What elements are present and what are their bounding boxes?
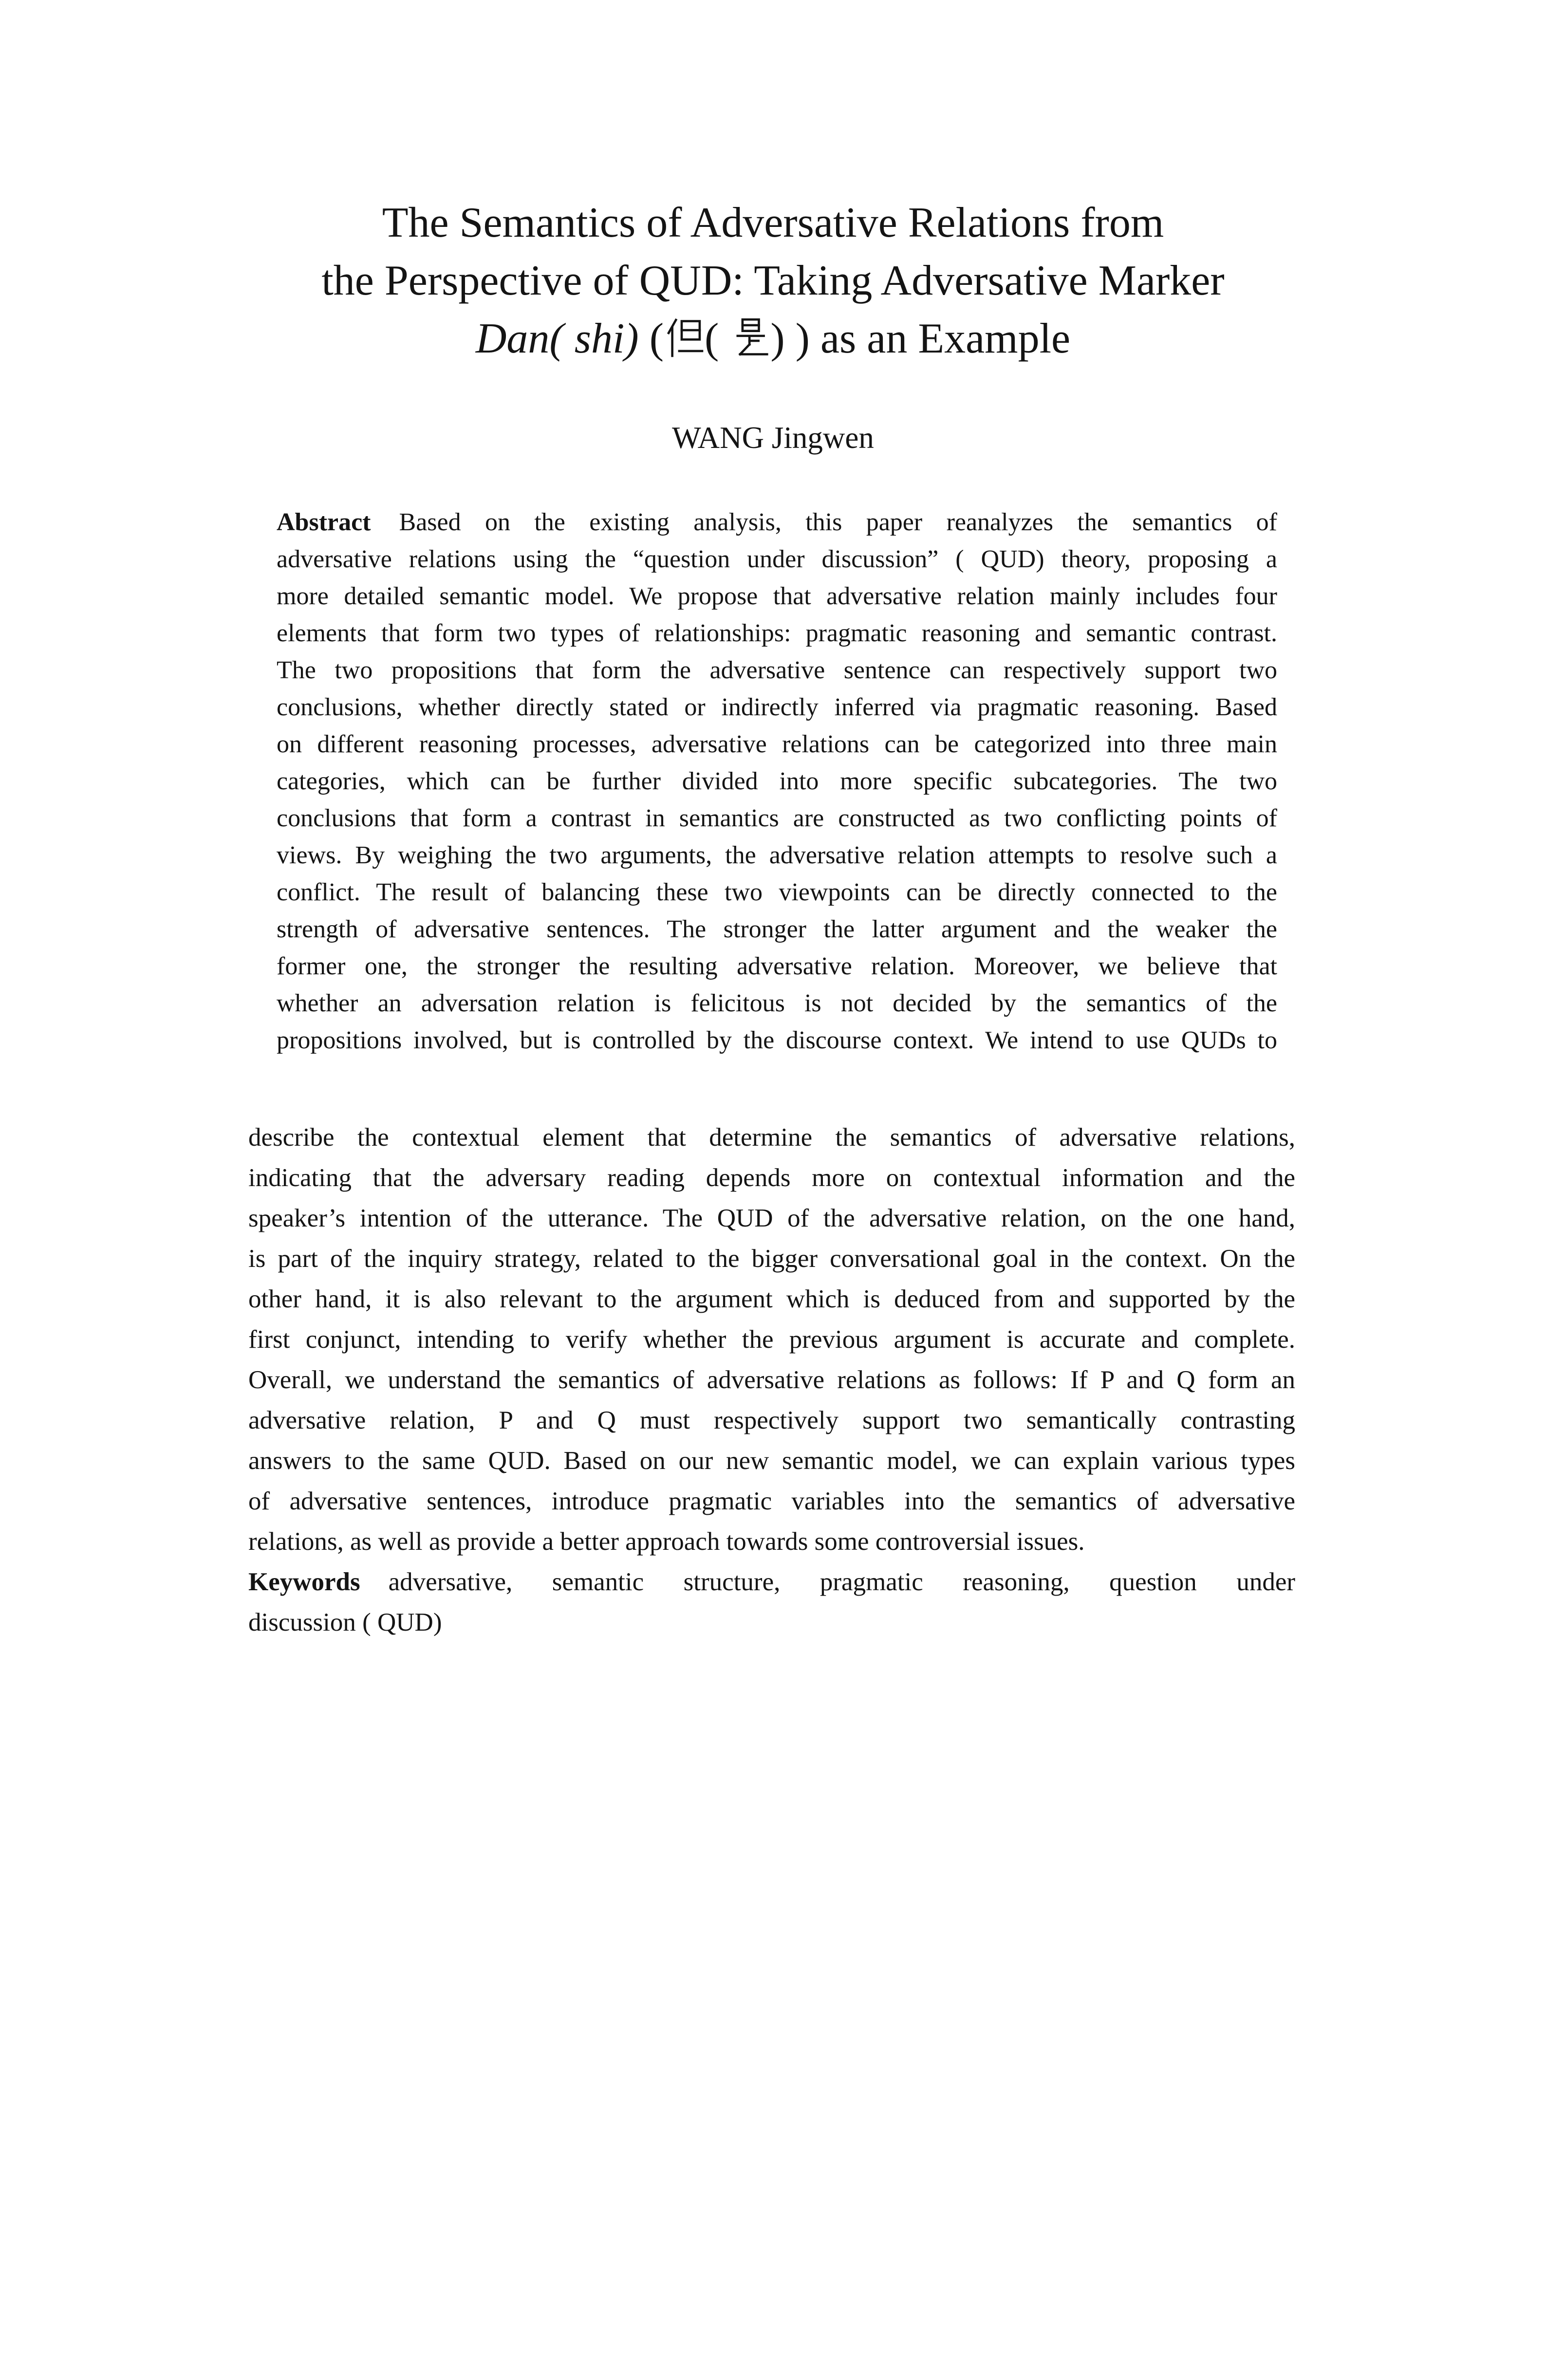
text-line: of adversative sentences, introduce pragmatic variables into the semantics of adversative [248,1487,1295,1515]
title-line-2: the Perspective of QUD: Taking Adversative Marker [321,257,1225,304]
keywords-label: Keywords [248,1568,360,1596]
text-line: views. By weighing the two arguments, the adversative relation attempts to resolve such a [277,841,1277,869]
abstract-lines [277,541,1277,1059]
title-line3-mid-paren: ( [705,315,730,362]
text-line: conflict. The result of balancing these two viewpoints can be directly connected to the [277,878,1277,906]
text-line: whether an adversation relation is felicitous is not decided by the semantics of the [277,989,1277,1017]
paper-sheet [0,194,1546,2380]
page [0,194,1546,2380]
paper-title [0,194,1546,373]
text-line: adversative relations using the “question under discussion” ( QUD) theory, proposing a [277,545,1277,573]
abstract-first-line [277,504,1277,541]
text-line: on different reasoning processes, adversative relations can be categorized into three main [277,730,1277,758]
text-line: conclusions, whether directly stated or indirectly inferred via pragmatic reasoning. Based [277,693,1277,721]
text-line: describe the contextual element that determine the semantics of adversative relations, [248,1123,1295,1152]
abstract-label: Abstract [277,508,371,536]
text-line: categories, which can be further divided into more specific subcategories. The two [277,767,1277,795]
text-line: first conjunct, intending to verify whether the previous argument is accurate and complete. [248,1325,1295,1354]
text-line: conclusions that form a contrast in semantics are constructed as two conflicting points of [277,804,1277,832]
cjk-char-shi [729,316,770,373]
title-line3-open-paren: ( [638,315,664,362]
text-line: speaker’s intention of the utterance. The QUD of the adversative relation, on the one hand, [248,1204,1295,1232]
text-line: more detailed semantic model. We propose that adversative relation mainly includes four [277,582,1277,610]
text-line: other hand, it is also relevant to the argument which is deduced from and supported by the [248,1285,1295,1313]
abstract-first-line-text: Based on the existing analysis, this paper reanalyzes the semantics of [399,508,1277,536]
continuation-block [248,1117,1295,1643]
text-line: answers to the same QUD. Based on our new semantic model, we can explain various types [248,1447,1295,1475]
keywords-last-line: discussion ( QUD) [248,1608,442,1636]
cjk-char-dan [664,316,705,373]
title-marker-pinyin: Dan( shi) [475,315,639,362]
abstract-block [277,504,1277,1059]
text-line: The two propositions that form the adversative sentence can respectively support two [277,656,1277,684]
text-line: is part of the inquiry strategy, related to the bigger conversational goal in the context. On the [248,1245,1295,1273]
text-line: propositions involved, but is controlled by the discourse context. We intend to use QUDs to [277,1026,1277,1054]
title-line-3 [0,310,1546,373]
text-line: elements that form two types of relationships: pragmatic reasoning and semantic contrast. [277,619,1277,647]
text-line: strength of adversative sentences. The stronger the latter argument and the weaker the [277,915,1277,943]
continuation-lines [248,1117,1295,1562]
text-line: indicating that the adversary reading depends more on contextual information and the [248,1164,1295,1192]
title-line-1: The Semantics of Adversative Relations from [382,199,1164,246]
author-name: WANG Jingwen [672,421,874,455]
text-line: adversative relation, P and Q must respectively support two semantically contrasting [248,1406,1295,1434]
keywords-first-line [248,1562,1295,1602]
title-line3-tail: ) ) as an Example [770,315,1071,362]
text-line: former one, the stronger the resulting adversative relation. Moreover, we believe that [277,952,1277,980]
text-line: relations, as well as provide a better approach towards some controversial issues. [248,1527,1085,1556]
text-line: Overall, we understand the semantics of adversative relations as follows: If P and Q form an [248,1366,1295,1394]
keywords-first-line-text: adversative, semantic structure, pragmatic reasoning, question under [388,1568,1295,1596]
